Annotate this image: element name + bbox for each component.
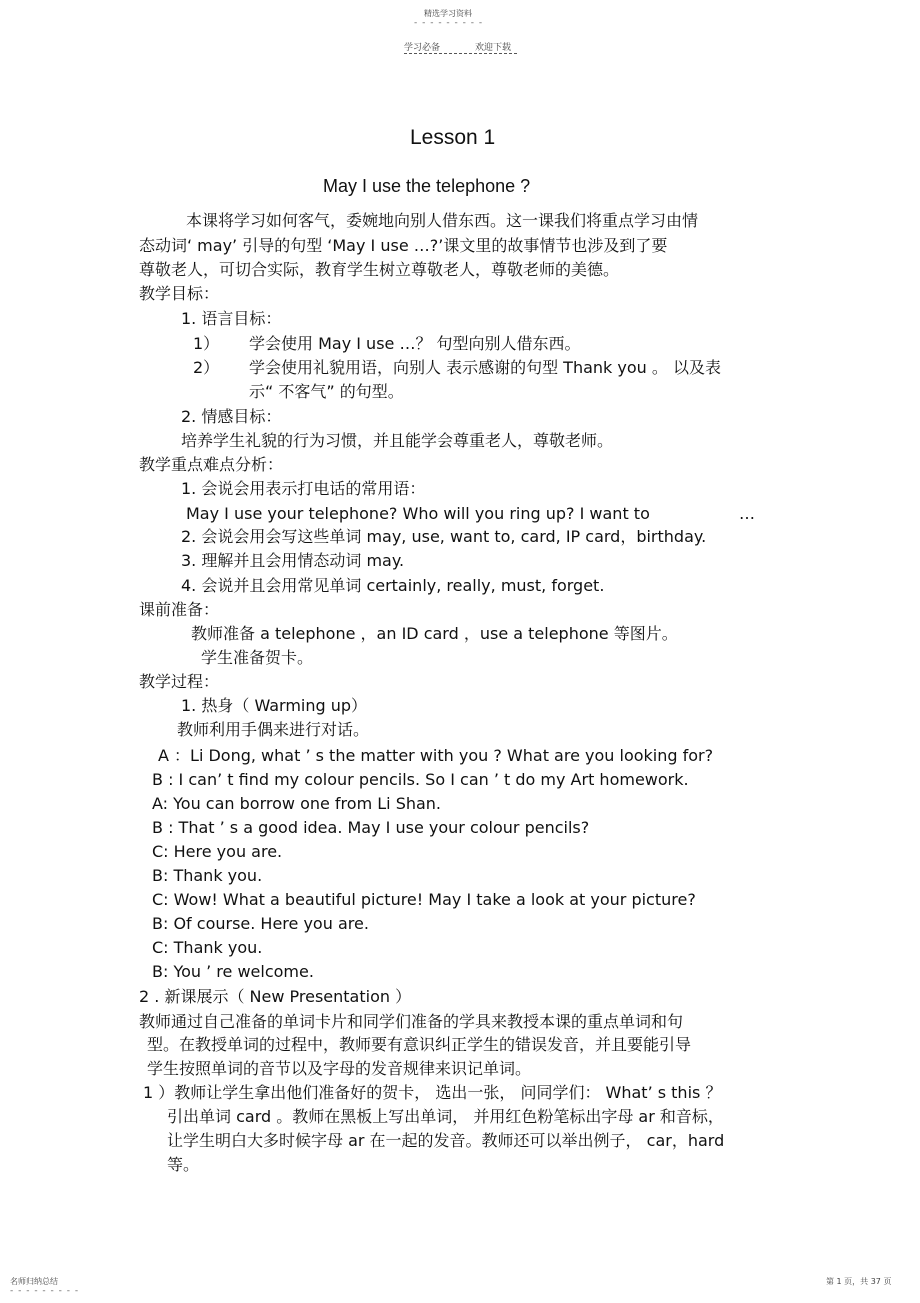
- intro-line-2: 态动词‘ may’ 引导的句型 ‘May I use …?’课文里的故事情节也涉及到了要: [139, 236, 668, 255]
- goals-emotion-heading: 2. 情感目标：: [181, 407, 282, 426]
- goals-heading: 教学目标：: [139, 284, 220, 303]
- page-title: Lesson 1: [410, 126, 496, 149]
- dialogue-line: B : I can’ t find my colour pencils. So I can ’ t do my Art homework.: [152, 770, 689, 789]
- warmup-intro: 教师利用手偶来进行对话。: [177, 720, 370, 739]
- footer-page-info: 第 1 页，共 37 页: [826, 1277, 892, 1286]
- new-presentation-text: 型。在教授单词的过程中，教师要有意识纠正学生的错误发音，并且要能引导: [147, 1035, 692, 1054]
- dialogue-line: B: Thank you.: [152, 866, 263, 885]
- goals-item2-num: 2）: [193, 358, 220, 377]
- page-subtitle: May I use the telephone ?: [323, 176, 531, 196]
- header-top-dashes: - - - - - - - - -: [414, 18, 484, 28]
- prep-student: 学生准备贺卡。: [201, 648, 314, 667]
- keypoints-item-2: 2. 会说会用会写这些单词 may, use, want to, card, IP card，birthday.: [181, 527, 707, 546]
- process-heading: 教学过程：: [139, 672, 220, 691]
- goals-emotion-text: 培养学生礼貌的行为习惯，并且能学会尊重老人，尊敬老师。: [181, 431, 614, 450]
- dialogue-line: C: Wow! What a beautiful picture! May I take a look at your picture?: [152, 890, 696, 909]
- header-sub-label-right: 欢迎下载: [475, 43, 512, 53]
- step1-line: 引出单词 card 。教师在黑板上写出单词， 并用红色粉笔标出字母 ar 和音标，: [167, 1107, 724, 1126]
- intro-line-3: 尊敬老人，可切合实际，教育学生树立尊敬老人，尊敬老师的美德。: [139, 260, 620, 279]
- dialogue-line: B: Of course. Here you are.: [152, 914, 369, 933]
- header-top-label: 精选学习资料: [424, 9, 472, 18]
- prep-heading: 课前准备：: [139, 600, 220, 619]
- keypoints-item-1-ellipsis: …: [739, 504, 755, 523]
- dialogue-line: C: Here you are.: [152, 842, 283, 861]
- intro-line-1: 本课将学习如何客气，委婉地向别人借东西。这一课我们将重点学习由情: [186, 211, 699, 230]
- keypoints-heading: 教学重点难点分析：: [139, 455, 284, 474]
- goals-item1-num: 1）: [193, 334, 220, 353]
- dialogue-line: B : That ’ s a good idea. May I use your colour pencils?: [152, 818, 590, 837]
- prep-teacher: 教师准备 a telephone ，an ID card ，use a telephone 等图片。: [191, 624, 678, 643]
- header-sub-label-left: 学习必备: [404, 43, 441, 53]
- dialogue-line: B: You ’ re welcome.: [152, 962, 314, 981]
- keypoints-item-1: 1. 会说会用表示打电话的常用语：: [181, 479, 426, 498]
- keypoints-item-1-example: May I use your telephone? Who will you ring up? I want to: [186, 504, 650, 523]
- step1-line: 让学生明白大多时候字母 ar 在一起的发音。教师还可以举出例子， car，hard: [167, 1131, 725, 1150]
- new-presentation-text: 学生按照单词的音节以及字母的发音规律来识记单词。: [147, 1059, 532, 1078]
- keypoints-item-3: 3. 理解并且会用情态动词 may.: [181, 551, 405, 570]
- goals-item2-text-a: 学会使用礼貌用语，向别人 表示感谢的句型 Thank you 。 以及表: [249, 358, 721, 377]
- footer-left-dashes: - - - - - - - - -: [10, 1286, 80, 1296]
- dialogue-line: A ：Li Dong, what ’ s the matter with you ? What are you looking for?: [158, 746, 714, 765]
- new-presentation-heading: 2 . 新课展示（ New Presentation ）: [139, 987, 412, 1006]
- keypoints-item-4: 4. 会说并且会用常见单词 certainly, really, must, forget.: [181, 576, 605, 595]
- goals-lang-heading: 1. 语言目标：: [181, 309, 282, 328]
- footer-left-label: 名师归纳总结: [10, 1277, 58, 1286]
- warmup-heading: 1. 热身（ Warming up）: [181, 696, 368, 715]
- header-divider: [404, 53, 517, 54]
- goals-item1-text: 学会使用 May I use …？ 句型向别人借东西。: [249, 334, 581, 353]
- goals-item2-text-b: 示“ 不客气” 的句型。: [249, 382, 404, 401]
- dialogue-line: C: Thank you.: [152, 938, 263, 957]
- step1-line: 1 ）教师让学生拿出他们准备好的贺卡， 选出一张， 问同学们： What’ s this ？: [143, 1083, 722, 1102]
- new-presentation-text: 教师通过自己准备的单词卡片和同学们准备的学具来教授本课的重点单词和句: [139, 1012, 684, 1031]
- step1-line: 等。: [167, 1155, 200, 1174]
- dialogue-line: A: You can borrow one from Li Shan.: [152, 794, 442, 813]
